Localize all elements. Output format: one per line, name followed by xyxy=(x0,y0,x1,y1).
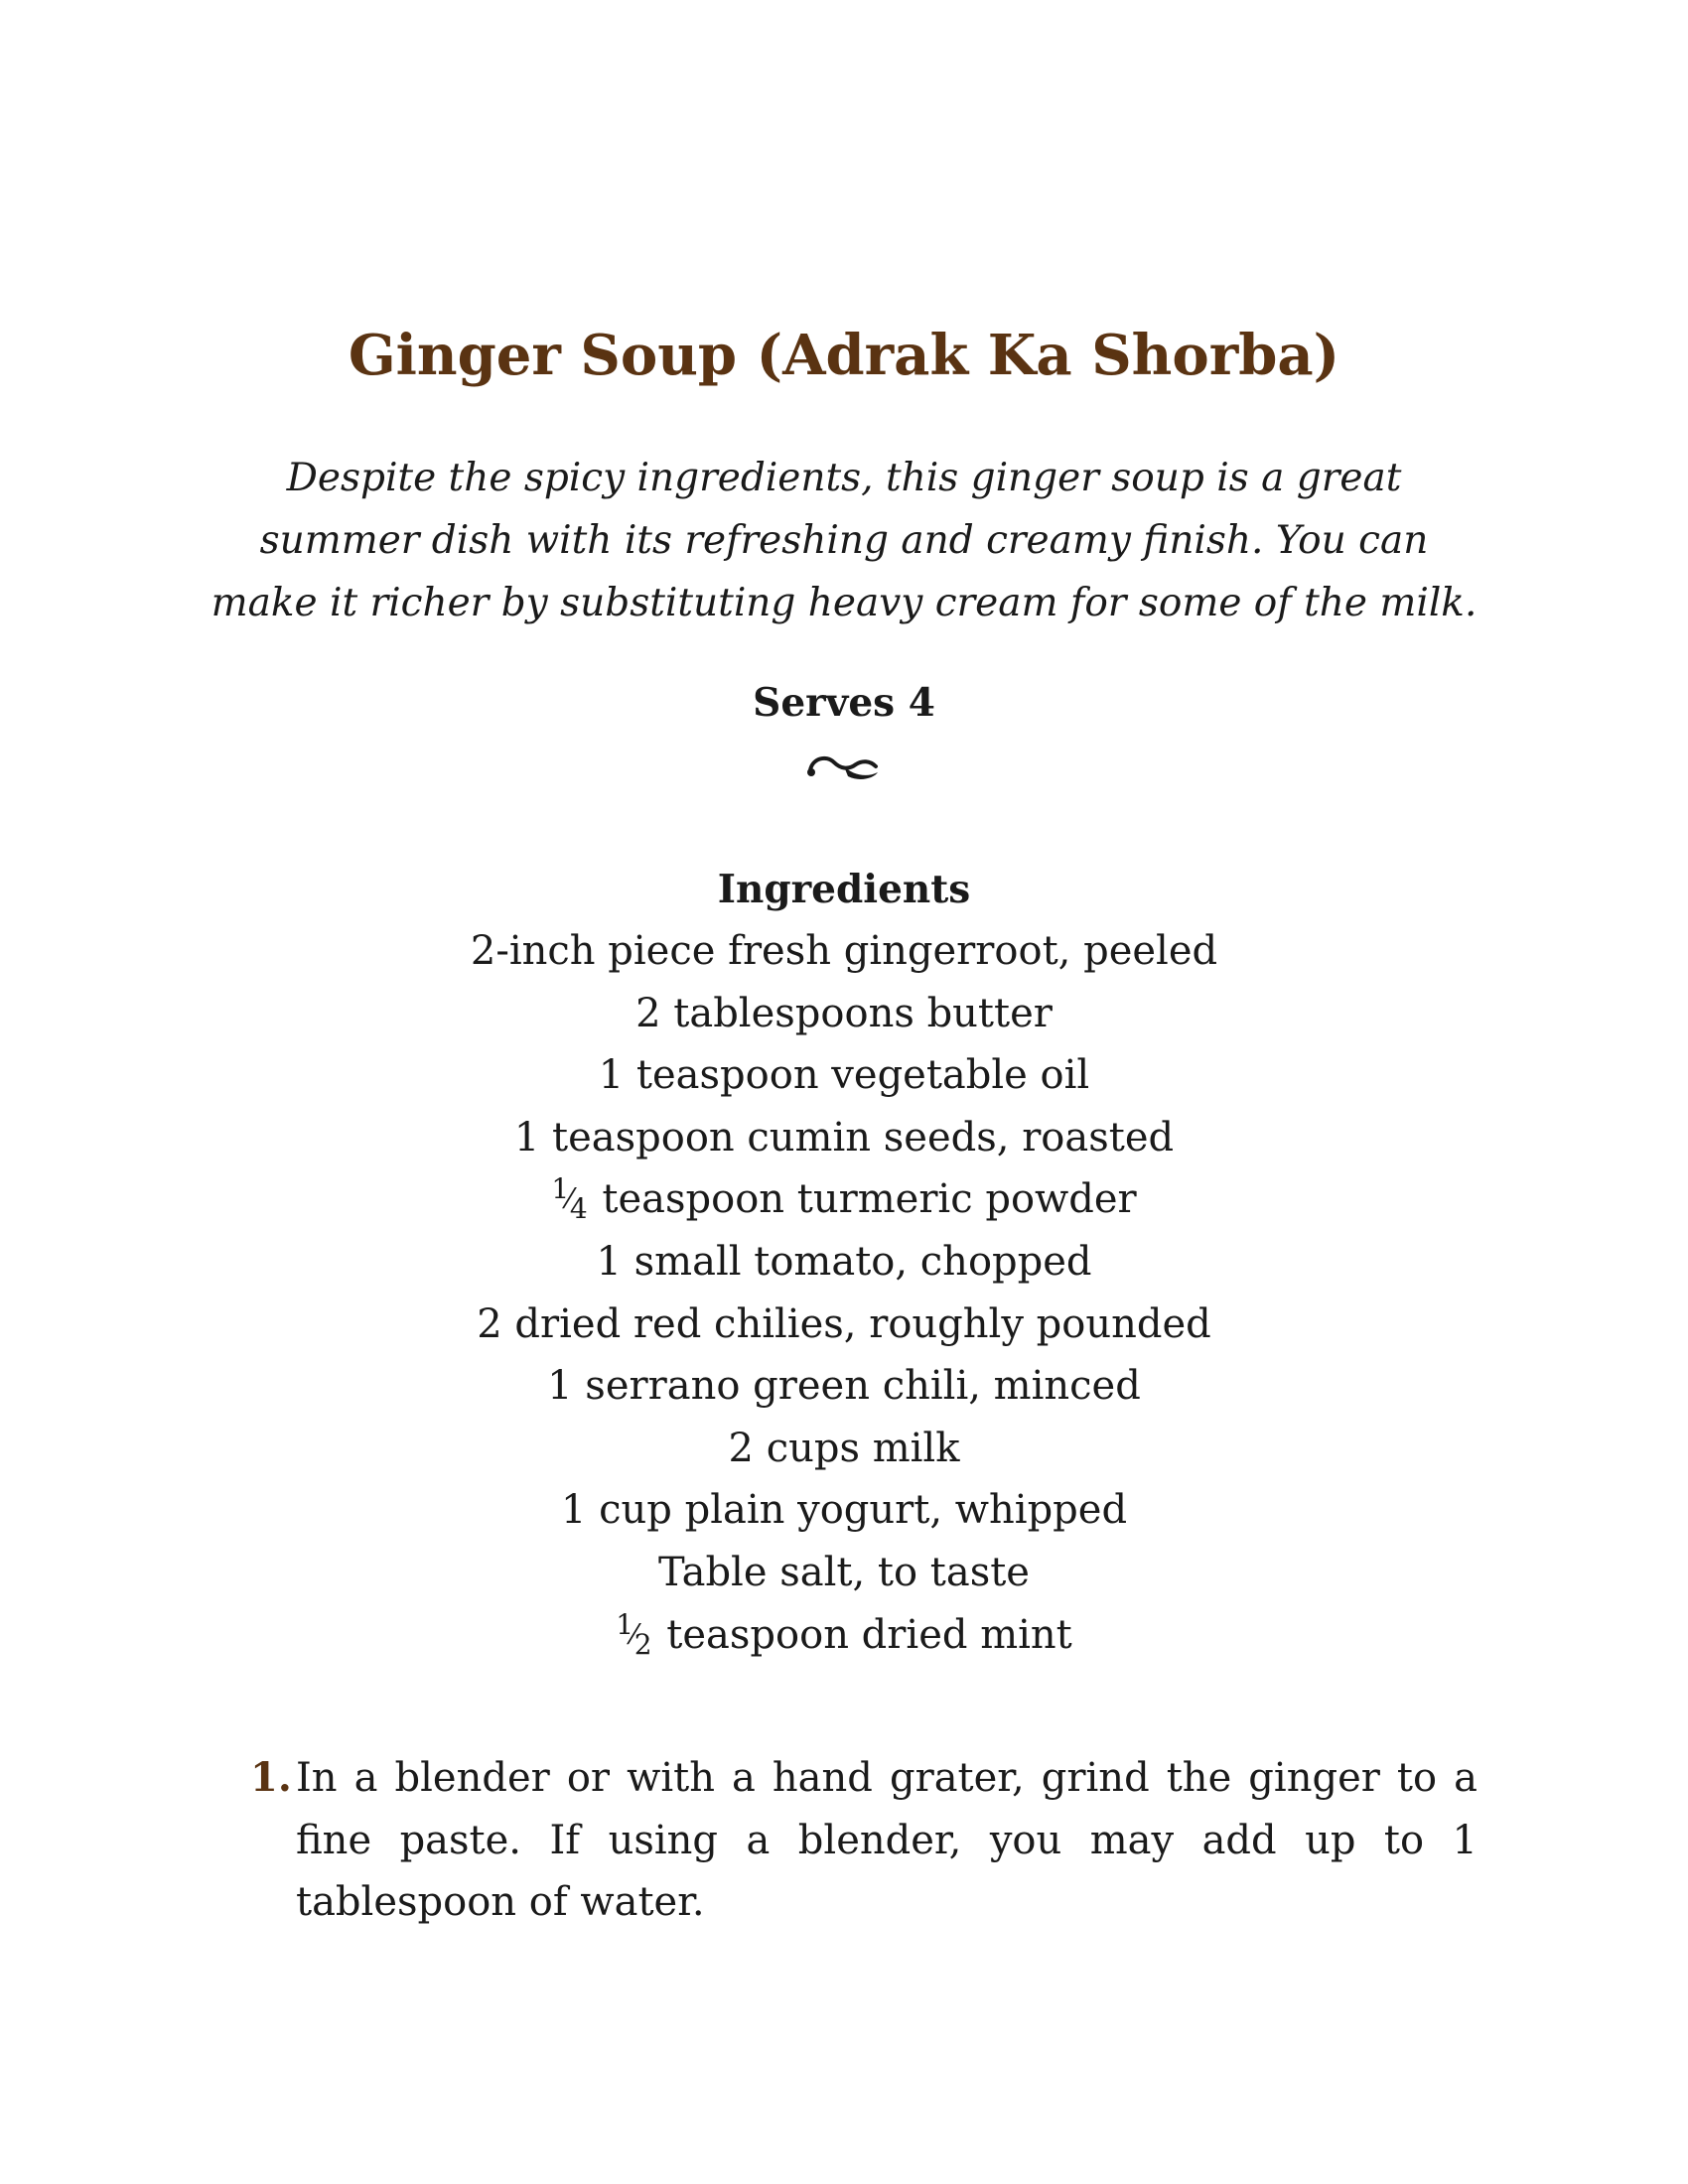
recipe-title: Ginger Soup (Adrak Ka Shorba) xyxy=(348,323,1340,388)
ingredient-item: 1 teaspoon cumin seeds, roasted xyxy=(513,1114,1175,1160)
ingredient-item xyxy=(0,1604,1688,1667)
ingredients-heading: Ingredients xyxy=(717,867,971,912)
fraction-slash: ⁄ xyxy=(567,1182,572,1216)
fleuron-ornament-icon xyxy=(804,749,884,784)
fraction-denominator: 4 xyxy=(569,1192,588,1226)
step-number: 1. xyxy=(250,1754,292,1801)
ingredient-item xyxy=(0,1168,1688,1231)
ingredient-item: 2 tablespoons butter xyxy=(635,990,1053,1036)
ingredient-item: 2 cups milk xyxy=(728,1425,960,1471)
ingredient-item: 2 dried red chilies, roughly pounded xyxy=(477,1300,1211,1347)
ingredient-item: 2-inch piece fresh gingerroot, peeled xyxy=(470,928,1218,974)
fraction-numerator: 1 xyxy=(616,1607,634,1641)
ingredient-item: 1 small tomato, chopped xyxy=(596,1238,1092,1285)
method-step xyxy=(250,1747,1477,1934)
ingredient-item: 1 cup plain yogurt, whipped xyxy=(560,1487,1128,1534)
ingredient-item: 1 teaspoon vegetable oil xyxy=(598,1052,1090,1099)
fraction-denominator: 2 xyxy=(633,1627,652,1661)
fraction-numerator: 1 xyxy=(551,1172,570,1206)
recipe-intro: Despite the spicy ingredients, this ginger soup is a great summer dish with its refreshing and creamy finish. You can make it richer by substituting heavy cream for some of the milk. xyxy=(211,456,1477,625)
ingredient-item: 1 serrano green chili, minced xyxy=(547,1363,1141,1410)
fraction xyxy=(616,1607,652,1661)
step-text: In a blender or with a hand grater, grind the ginger to a fine paste. If using a blender, you may add up to 1 tablespoon of water. xyxy=(296,1755,1477,1926)
fraction xyxy=(551,1172,588,1226)
ingredient-item: Table salt, to taste xyxy=(658,1549,1030,1595)
ingredient-text: teaspoon dried mint xyxy=(653,1611,1072,1658)
serves-count: Serves 4 xyxy=(753,680,935,726)
method-steps xyxy=(250,1747,1477,1934)
ingredients-list xyxy=(0,920,1688,1666)
fraction-slash: ⁄ xyxy=(632,1617,636,1651)
ingredient-text: teaspoon turmeric powder xyxy=(589,1176,1137,1223)
